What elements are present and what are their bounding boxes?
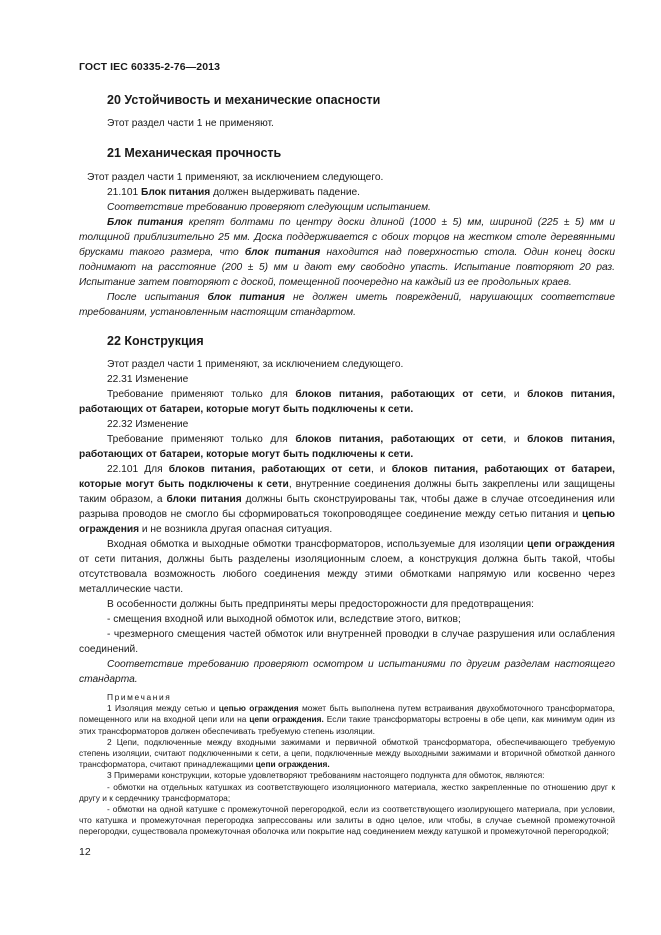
- text-run: , и: [503, 389, 528, 400]
- term-battery-power-supply: блоков питания, работающих от батареи, которые могут быть подключены к сети: [79, 464, 616, 490]
- clause-22-31-heading: 22.31 Изменение: [107, 374, 189, 385]
- text-run: и не возникла другая опасная ситуация.: [139, 524, 333, 535]
- text-run: , и: [370, 464, 392, 475]
- text-run: от сети питания, должны быть разделены изоляционным слоем, а конструкция должна быть такой, чтобы отсутствовала возможность любого соединения между этими обмотками напрямую или косвенно через металлические части.: [79, 554, 615, 595]
- term-fence-circuit: цепи ограждения: [527, 539, 615, 550]
- section-21-title: 21 Механическая прочность: [107, 146, 282, 160]
- section-21-after-test: [79, 290, 615, 320]
- text-run: должен выдерживать падение.: [210, 187, 361, 198]
- text-run: крепят болтами по центру доски длиной (1000 ± 5) мм, шириной (225 ± 5) мм и толщиной приблизительно 25 мм. Доска поддерживается с обоих торцов на жестком столе деревянными брусками такого размера, что: [79, 217, 615, 258]
- note-3: 3 Примерами конструкции, которые удовлетворяют требованиям настоящего подпункта для обмоток, являются:: [107, 770, 545, 781]
- term-battery-power-supply: блоков питания, работающих от батареи, которые могут быть подключены к сети.: [79, 434, 616, 460]
- text-run: должны быть сконструированы так, чтобы даже в случае отсоединения или разрыва проводов не смогло бы сформироваться токопроводящее соединение между сетью питания и: [79, 494, 615, 520]
- text-run: не должен иметь повреждений, нарушающих соответствие требованиям, установленным настоящим стандартом.: [79, 292, 616, 318]
- note-3-item-2: - обмотки на одной катушке с промежуточной перегородкой, если из соответствующего изолирующего материала, при условии, что катушка и промежуточная перегородка запрессованы или залиты в одно целое, или чтобы, в случае съемной промежуточной перегородки, существовала промежуточная оболочка или покрытие над соединением между катушкой и промежуточной перегородкой;: [79, 804, 615, 837]
- clause-22-31-text: [79, 387, 615, 417]
- term-fence-circuit: цепью ограждения: [218, 703, 299, 714]
- section-20-title: 20 Устойчивость и механические опасности: [107, 93, 381, 107]
- term-power-supply: Блок питания: [107, 217, 184, 228]
- text-run: , внутренние соединения должны быть закреплены или защищены таким образом, а: [79, 479, 616, 505]
- text-run: Требование применяют только для: [107, 389, 296, 400]
- text-run: 22.101 Для: [107, 464, 169, 475]
- precautions-paragraph: В особенности должны быть предприняты меры предосторожности для предотвращения:: [107, 599, 534, 610]
- precaution-item-2: - чрезмерного смещения частей обмоток или внутренней проводки в случае разрушения или ослабления соединений.: [79, 629, 615, 655]
- clause-22-101-text: [79, 462, 615, 537]
- section-22-paragraph-1: Этот раздел части 1 применяют, за исключением следующего.: [107, 359, 404, 370]
- section-21-paragraph-2: [79, 185, 615, 200]
- term-power-supplies: блоки питания: [166, 494, 242, 505]
- page-number: 12: [79, 846, 91, 858]
- term-power-supply: Блок питания: [141, 187, 211, 198]
- term-power-supply: блок питания: [244, 247, 321, 258]
- term-fence-circuit: цепью ограждения: [79, 509, 615, 535]
- section-20-paragraph-1: Этот раздел части 1 не применяют.: [107, 118, 274, 129]
- section-22-compliance: Соответствие требованию проверяют осмотром и испытаниями по другим разделам настоящего стандарта.: [79, 659, 615, 685]
- transformer-windings-paragraph: [79, 537, 615, 597]
- text-run: , и: [503, 434, 528, 445]
- text-run: 2 Цепи, подключенные между входными зажимами и первичной обмоткой трансформатора, обеспечивающего требуемую степень изоляции, считают подключенными к сети, а цепи, подключенные между выходными зажимами и вторичной обмоткой данного трансформатора, считают принадлежащими: [79, 736, 615, 770]
- note-3-item-1: - обмотки на отдельных катушках из соответствующего изоляционного материала, жестко закрепленные по отношению друг к другу и к сердечнику трансформатора;: [79, 781, 615, 803]
- section-22-body: [79, 357, 615, 838]
- clause-number: 21.101: [107, 187, 141, 198]
- precaution-item-1: - смещения входной или выходной обмоток или, вследствие этого, витков;: [107, 614, 461, 625]
- term-battery-power-supply: блоков питания, работающих от батареи, которые могут быть подключены к сети.: [79, 389, 616, 415]
- section-22-title: 22 Конструкция: [107, 334, 204, 348]
- text-run: 1 Изоляция между сетью и: [107, 703, 219, 714]
- section-21-compliance: Соответствие требованию проверяют следующим испытанием.: [107, 202, 431, 213]
- notes-title: Примечания: [107, 692, 172, 702]
- text-run: Входная обмотка и выходные обмотки трансформаторов, используемые для изоляции: [107, 539, 528, 550]
- text-run: может быть выполнена путем встраивания двухобмоточного трансформатора, помещенного или на входной цепи или на: [79, 703, 615, 725]
- note-1: [79, 703, 615, 737]
- term-mains-power-supply: блоков питания, работающих от сети: [295, 434, 504, 445]
- text-run: Требование применяют только для: [107, 434, 296, 445]
- text-run: находится над поверхностью стола. Один конец доски поднимают на расстояние (200 ± 5) мм и дают ему свободно упасть. Испытание повторяют 20 раз. Испытание затем повторяют с доской, помещенной поочередно на каждый из ее продольных краев.: [79, 247, 616, 288]
- term-fence-circuit: цепи ограждения.: [249, 714, 324, 725]
- text-run: После испытания: [107, 292, 208, 303]
- term-power-supply: блок питания: [207, 292, 285, 303]
- term-mains-power-supply: блоков питания, работающих от сети: [295, 389, 504, 400]
- note-2: [79, 737, 615, 771]
- clause-22-32-heading: 22.32 Изменение: [107, 419, 189, 430]
- term-fence-circuit: цепи ограждения.: [255, 759, 330, 770]
- section-21-paragraph-1: Этот раздел части 1 применяют, за исключением следующего.: [87, 172, 384, 183]
- section-21-body: [79, 170, 615, 320]
- clause-22-32-text: [79, 432, 615, 462]
- term-mains-power-supply: блоков питания, работающих от сети: [168, 464, 371, 475]
- standard-header: ГОСТ IEC 60335-2-76—2013: [79, 61, 221, 73]
- section-21-test-description: [79, 215, 615, 290]
- text-run: Если такие трансформаторы встроены в обе цепи, как минимум один из этих трансформаторов должен обеспечивать требуемую степень изоляции.: [79, 714, 615, 736]
- section-20-body: [79, 116, 615, 131]
